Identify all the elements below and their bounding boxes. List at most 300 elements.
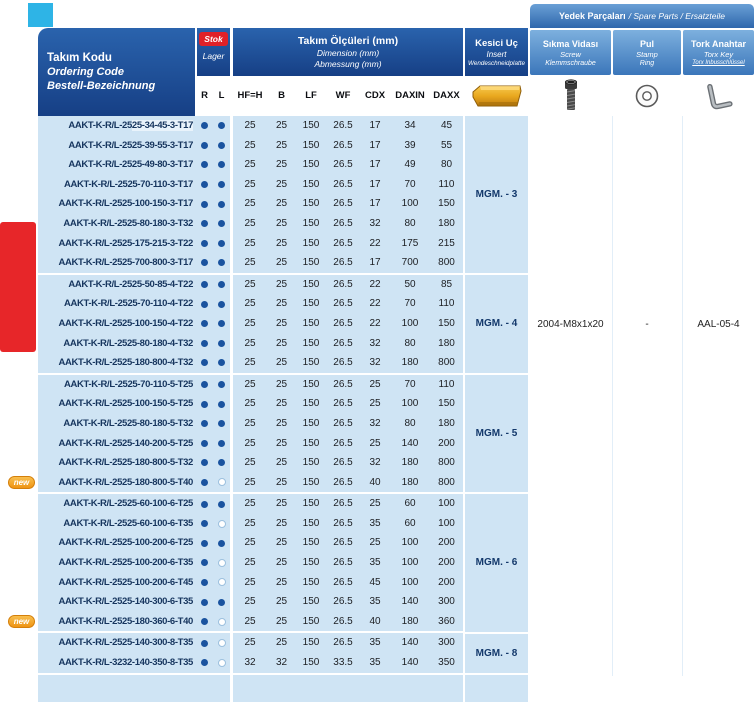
stock-r-dot-filled bbox=[201, 559, 208, 566]
stock-l-dot-cell bbox=[213, 553, 230, 573]
stock-l-dot-filled bbox=[218, 599, 225, 606]
dimension-value: 25 bbox=[267, 275, 296, 295]
dimension-value: 25 bbox=[233, 494, 267, 514]
dimension-value: 150 bbox=[296, 612, 326, 632]
stock-r-dot-cell bbox=[196, 473, 213, 493]
ordering-code: AAKT-K-R/L-2525-140-300-8-T35 bbox=[38, 633, 196, 653]
dimension-value: 140 bbox=[390, 633, 430, 653]
insert-type-label: MGM. - 6 bbox=[465, 494, 528, 631]
dimension-value: 150 bbox=[296, 253, 326, 273]
stock-l-dot-cell bbox=[213, 453, 230, 473]
dimension-value: 26.5 bbox=[326, 473, 360, 493]
dimension-value: 25 bbox=[267, 553, 296, 573]
dimension-value: 25 bbox=[267, 592, 296, 612]
dimension-value: 35 bbox=[360, 653, 390, 673]
stock-l-dot-cell bbox=[213, 592, 230, 612]
stock-l-dot-empty bbox=[218, 578, 226, 586]
ordering-code-title-en: Ordering Code bbox=[47, 66, 125, 78]
dimension-value: 180 bbox=[430, 334, 463, 354]
stock-l-dot-filled bbox=[218, 540, 225, 547]
dimension-value: 26.5 bbox=[326, 375, 360, 395]
stock-r-dot-cell bbox=[196, 275, 213, 295]
dimension-value: 150 bbox=[296, 653, 326, 673]
product-group bbox=[13, 494, 463, 631]
dimension-value: 350 bbox=[430, 653, 463, 673]
ordering-code: AAKT-K-R/L-2525-180-800-5-T32 bbox=[38, 453, 196, 473]
dimension-value: 26.5 bbox=[326, 612, 360, 632]
dimension-value: 100 bbox=[430, 494, 463, 514]
dimension-value: 25 bbox=[233, 434, 267, 454]
screw-icon-cell bbox=[530, 76, 611, 116]
product-row bbox=[38, 375, 463, 395]
dimension-value: 25 bbox=[233, 473, 267, 493]
dimension-value: 25 bbox=[267, 234, 296, 254]
dimension-value: 150 bbox=[296, 592, 326, 612]
product-group bbox=[38, 633, 463, 672]
section-index-tab bbox=[0, 222, 36, 352]
col-label-cdx: CDX bbox=[364, 90, 386, 101]
stock-r-dot-cell bbox=[196, 116, 213, 136]
product-row bbox=[38, 653, 463, 673]
ordering-code: AAKT-K-R/L-3232-140-350-8-T35 bbox=[38, 653, 196, 673]
dimension-value: 180 bbox=[390, 612, 430, 632]
ordering-code: AAKT-K-R/L-2525-180-360-6-T40 bbox=[38, 612, 196, 632]
footer-strip bbox=[38, 675, 230, 702]
dimension-value: 25 bbox=[233, 116, 267, 136]
dimension-value: 150 bbox=[296, 234, 326, 254]
dimension-value: 26.5 bbox=[326, 573, 360, 593]
dimension-value: 25 bbox=[233, 375, 267, 395]
dimension-value: 70 bbox=[390, 175, 430, 195]
dimension-value: 26.5 bbox=[326, 253, 360, 273]
stock-l-dot-cell bbox=[213, 155, 230, 175]
product-row bbox=[38, 275, 463, 295]
stock-r-dot-cell bbox=[196, 253, 213, 273]
dimension-value: 25 bbox=[233, 175, 267, 195]
dimension-value: 49 bbox=[390, 155, 430, 175]
dimension-value: 110 bbox=[430, 375, 463, 395]
stock-l-dot-filled bbox=[218, 420, 225, 427]
stock-r-dot-filled bbox=[201, 281, 208, 288]
dimension-value: 32 bbox=[360, 453, 390, 473]
stock-l-dot-empty bbox=[218, 520, 226, 528]
dimension-value: 200 bbox=[430, 573, 463, 593]
ordering-code: AAKT-K-R/L-2525-180-800-4-T32 bbox=[38, 353, 196, 373]
dimension-value: 35 bbox=[360, 514, 390, 534]
dimension-value: 25 bbox=[267, 194, 296, 214]
ordering-code: AAKT-K-R/L-2525-140-200-5-T25 bbox=[38, 434, 196, 454]
dimension-value: 110 bbox=[430, 175, 463, 195]
grooving-insert-icon bbox=[470, 83, 524, 109]
stock-l-dot-filled bbox=[218, 401, 225, 408]
col-label-daxin: DAXIN bbox=[395, 90, 425, 101]
dimension-value: 26.5 bbox=[326, 155, 360, 175]
dimension-value: 25 bbox=[267, 394, 296, 414]
ordering-code-header bbox=[38, 28, 195, 116]
stock-l-dot-cell bbox=[213, 394, 230, 414]
washer-icon-cell bbox=[613, 76, 681, 116]
stock-r-dot-filled bbox=[201, 579, 208, 586]
dimension-value: 25 bbox=[360, 394, 390, 414]
dimension-value: 25 bbox=[267, 175, 296, 195]
stock-l-dot-empty bbox=[218, 559, 226, 567]
ordering-code: AAKT-K-R/L-2525-100-150-5-T25 bbox=[38, 394, 196, 414]
ordering-code: AAKT-K-R/L-2525-49-80-3-T17 bbox=[38, 155, 196, 175]
dimension-value: 100 bbox=[390, 194, 430, 214]
washer-icon bbox=[634, 83, 660, 109]
dimension-value: 25 bbox=[360, 375, 390, 395]
stock-l-dot-empty bbox=[218, 639, 226, 647]
torx-key-icon-cell bbox=[683, 76, 754, 116]
dimension-value: 150 bbox=[296, 473, 326, 493]
stock-r-dot-filled bbox=[201, 201, 208, 208]
product-row bbox=[38, 633, 463, 653]
dimension-value: 26.5 bbox=[326, 633, 360, 653]
dimension-value: 140 bbox=[390, 592, 430, 612]
dimension-value: 150 bbox=[430, 314, 463, 334]
stock-l-dot-filled bbox=[218, 359, 225, 366]
ordering-code: AAKT-K-R/L-2525-50-85-4-T22 bbox=[38, 275, 196, 295]
stock-r-dot-cell bbox=[196, 633, 213, 653]
dimension-value: 180 bbox=[390, 473, 430, 493]
stock-l-dot-cell bbox=[213, 353, 230, 373]
stock-l-dot-cell bbox=[213, 314, 230, 334]
stock-l-dot-filled bbox=[218, 161, 225, 168]
col-label-b: B bbox=[278, 90, 285, 101]
product-row bbox=[38, 434, 463, 454]
dimension-value: 70 bbox=[390, 294, 430, 314]
dimension-value: 150 bbox=[296, 553, 326, 573]
dimension-value: 25 bbox=[233, 514, 267, 534]
dimension-value: 100 bbox=[430, 514, 463, 534]
dimension-value: 150 bbox=[296, 434, 326, 454]
dimension-value: 300 bbox=[430, 592, 463, 612]
stock-r-dot-cell bbox=[196, 375, 213, 395]
stock-l-dot-filled bbox=[218, 220, 225, 227]
stock-r-dot-cell bbox=[196, 175, 213, 195]
product-row bbox=[38, 234, 463, 254]
dimension-value: 150 bbox=[296, 394, 326, 414]
dimension-value: 80 bbox=[390, 334, 430, 354]
stock-r-dot-filled bbox=[201, 659, 208, 666]
stock-header bbox=[197, 28, 230, 76]
washer-label-de: Ring bbox=[639, 59, 655, 67]
dimension-value: 26.5 bbox=[326, 394, 360, 414]
dimensions-title-tr: Takım Ölçüleri (mm) bbox=[297, 35, 399, 47]
stock-r-dot-filled bbox=[201, 301, 208, 308]
dimension-value: 25 bbox=[233, 633, 267, 653]
screw-icon bbox=[562, 78, 580, 114]
dimension-value: 25 bbox=[233, 612, 267, 632]
stock-l-dot-filled bbox=[218, 501, 225, 508]
stock-l-dot-filled bbox=[218, 340, 225, 347]
dimension-value: 25 bbox=[360, 434, 390, 454]
dimension-value: 35 bbox=[360, 553, 390, 573]
dimension-value: 150 bbox=[296, 334, 326, 354]
stock-r-dot-filled bbox=[201, 479, 208, 486]
washer-label-en: Stamp bbox=[636, 49, 658, 59]
stock-r-dot-filled bbox=[201, 259, 208, 266]
dimension-value: 25 bbox=[233, 136, 267, 156]
stock-r-dot-cell bbox=[196, 553, 213, 573]
screw-label-en: Screw bbox=[560, 49, 581, 59]
stock-r-dot-cell bbox=[196, 155, 213, 175]
screw-column-header bbox=[530, 30, 611, 75]
dimension-value: 150 bbox=[296, 533, 326, 553]
ordering-code: AAKT-K-R/L-2525-70-110-5-T25 bbox=[38, 375, 196, 395]
dimension-value: 150 bbox=[296, 514, 326, 534]
dimension-value: 17 bbox=[360, 194, 390, 214]
dimension-value: 150 bbox=[296, 375, 326, 395]
dimension-value: 17 bbox=[360, 155, 390, 175]
stock-r-dot-cell bbox=[196, 314, 213, 334]
spare-parts-title-tr: Yedek Parçaları bbox=[559, 11, 626, 21]
stock-r-dot-cell bbox=[196, 514, 213, 534]
dimensions-title-de: Abmessung (mm) bbox=[314, 59, 382, 69]
insert-type-label: MGM. - 8 bbox=[465, 634, 528, 673]
product-row bbox=[38, 194, 463, 214]
dimension-value: 25 bbox=[267, 214, 296, 234]
new-badge: new bbox=[8, 476, 35, 489]
dimension-value: 60 bbox=[390, 494, 430, 514]
dimension-value: 180 bbox=[430, 214, 463, 234]
dimension-value: 25 bbox=[267, 314, 296, 334]
dimension-value: 800 bbox=[430, 253, 463, 273]
screw-part-number: 2004-M8x1x20 bbox=[537, 319, 604, 330]
torx-label-en: Torx Key bbox=[703, 50, 734, 59]
torx-l-key-icon bbox=[702, 78, 736, 113]
dimension-value: 39 bbox=[390, 136, 430, 156]
ordering-code: AAKT-K-R/L-2525-70-110-3-T17 bbox=[38, 175, 196, 195]
stock-r-dot-cell bbox=[196, 334, 213, 354]
product-row bbox=[38, 155, 463, 175]
dimension-value: 25 bbox=[233, 353, 267, 373]
dimension-value: 150 bbox=[296, 353, 326, 373]
product-row bbox=[38, 334, 463, 354]
dimension-value: 25 bbox=[233, 553, 267, 573]
dimension-value: 25 bbox=[233, 334, 267, 354]
dimension-value: 25 bbox=[233, 453, 267, 473]
dimension-value: 25 bbox=[267, 633, 296, 653]
dimension-value: 150 bbox=[296, 275, 326, 295]
dimension-value: 25 bbox=[267, 136, 296, 156]
dimension-value: 40 bbox=[360, 473, 390, 493]
ordering-code-title-tr: Takım Kodu bbox=[47, 52, 112, 64]
dimension-value: 25 bbox=[267, 434, 296, 454]
product-row bbox=[38, 294, 463, 314]
insert-type-column bbox=[465, 116, 528, 704]
dimension-value: 22 bbox=[360, 275, 390, 295]
washer-column-header bbox=[613, 30, 681, 75]
dimension-value: 50 bbox=[390, 275, 430, 295]
stock-r-dot-cell bbox=[196, 434, 213, 454]
torx-column-header bbox=[683, 30, 754, 75]
stock-l-dot-cell bbox=[213, 253, 230, 273]
stock-r-dot-filled bbox=[201, 459, 208, 466]
dimension-value: 25 bbox=[267, 494, 296, 514]
dimension-value: 700 bbox=[390, 253, 430, 273]
product-row bbox=[38, 353, 463, 373]
col-label-lf: LF bbox=[305, 90, 317, 101]
dimension-value: 17 bbox=[360, 253, 390, 273]
dimension-value: 26.5 bbox=[326, 234, 360, 254]
product-row bbox=[38, 394, 463, 414]
stock-l-dot-cell bbox=[213, 234, 230, 254]
stock-l-dot-cell bbox=[213, 275, 230, 295]
dimension-value: 32 bbox=[360, 214, 390, 234]
dimension-value: 100 bbox=[390, 314, 430, 334]
dimension-value: 150 bbox=[296, 633, 326, 653]
ordering-code: AAKT-K-R/L-2525-34-45-3-T17 bbox=[38, 116, 196, 136]
dimension-value: 25 bbox=[233, 294, 267, 314]
product-row bbox=[38, 175, 463, 195]
product-row bbox=[38, 314, 463, 334]
dimension-value: 100 bbox=[390, 394, 430, 414]
dimensions-header bbox=[233, 28, 463, 76]
stock-l-dot-cell bbox=[213, 514, 230, 534]
dimension-value: 26.5 bbox=[326, 533, 360, 553]
dimension-value: 25 bbox=[267, 573, 296, 593]
dimension-value: 150 bbox=[296, 573, 326, 593]
dimension-value: 180 bbox=[430, 414, 463, 434]
stock-l-dot-cell bbox=[213, 573, 230, 593]
col-label-r: R bbox=[201, 90, 208, 101]
stock-r-dot-filled bbox=[201, 340, 208, 347]
stock-l-dot-filled bbox=[218, 201, 225, 208]
dimension-value: 25 bbox=[267, 155, 296, 175]
dimension-value: 150 bbox=[430, 194, 463, 214]
stock-l-dot-cell bbox=[213, 175, 230, 195]
dimension-value: 35 bbox=[360, 592, 390, 612]
dimension-value: 150 bbox=[296, 175, 326, 195]
col-label-wf: WF bbox=[335, 90, 351, 101]
stock-r-dot-cell bbox=[196, 136, 213, 156]
ordering-code: AAKT-K-R/L-2525-80-180-4-T32 bbox=[38, 334, 196, 354]
insert-title-en: Insert bbox=[486, 49, 507, 59]
insert-type-label: MGM. - 4 bbox=[465, 275, 528, 373]
stock-r-dot-filled bbox=[201, 320, 208, 327]
dimension-value: 26.5 bbox=[326, 494, 360, 514]
dimension-value: 32 bbox=[233, 653, 267, 673]
ordering-code: AAKT-K-R/L-2525-80-180-3-T32 bbox=[38, 214, 196, 234]
ordering-code: AAKT-K-R/L-2525-180-800-5-T40 bbox=[38, 473, 196, 493]
product-row bbox=[38, 253, 463, 273]
stock-r-dot-filled bbox=[201, 220, 208, 227]
stock-r-dot-filled bbox=[201, 142, 208, 149]
stock-r-dot-filled bbox=[201, 520, 208, 527]
screw-label-tr: Sıkma Vidası bbox=[542, 38, 599, 49]
dimension-value: 100 bbox=[390, 573, 430, 593]
stock-l-dot-filled bbox=[218, 142, 225, 149]
product-row bbox=[13, 612, 463, 632]
dimension-value: 25 bbox=[233, 533, 267, 553]
dimension-value: 33.5 bbox=[326, 653, 360, 673]
ordering-code: AAKT-K-R/L-2525-140-300-6-T35 bbox=[38, 592, 196, 612]
dimension-value: 25 bbox=[267, 253, 296, 273]
stock-r-dot-filled bbox=[201, 618, 208, 625]
dimension-value: 17 bbox=[360, 175, 390, 195]
stock-r-dot-cell bbox=[196, 494, 213, 514]
dimension-value: 32 bbox=[360, 414, 390, 434]
dimension-value: 25 bbox=[267, 375, 296, 395]
ordering-code: AAKT-K-R/L-2525-100-200-6-T45 bbox=[38, 573, 196, 593]
dimension-value: 25 bbox=[267, 334, 296, 354]
insert-header bbox=[465, 28, 528, 76]
dimension-value: 35 bbox=[360, 633, 390, 653]
product-group bbox=[38, 116, 463, 273]
product-row bbox=[38, 514, 463, 534]
stock-r-dot-filled bbox=[201, 440, 208, 447]
stock-r-dot-filled bbox=[201, 420, 208, 427]
stock-r-dot-filled bbox=[201, 599, 208, 606]
stock-l-dot-filled bbox=[218, 459, 225, 466]
footer-strip bbox=[465, 675, 528, 702]
stock-label-de: Lager bbox=[202, 51, 225, 61]
insert-image-cell bbox=[465, 76, 528, 116]
ordering-code-title-de: Bestell-Bezeichnung bbox=[47, 80, 156, 92]
stock-l-dot-empty bbox=[218, 659, 226, 667]
stock-l-dot-cell bbox=[213, 136, 230, 156]
stock-l-dot-filled bbox=[218, 181, 225, 188]
dimension-value: 40 bbox=[360, 612, 390, 632]
stock-r-dot-cell bbox=[196, 453, 213, 473]
stock-r-dot-cell bbox=[196, 592, 213, 612]
dimension-value: 200 bbox=[430, 434, 463, 454]
dimension-value: 80 bbox=[390, 214, 430, 234]
stock-l-dot-filled bbox=[218, 122, 225, 129]
dimension-value: 34 bbox=[390, 116, 430, 136]
dimension-value: 150 bbox=[296, 214, 326, 234]
dimension-value: 200 bbox=[430, 553, 463, 573]
dimension-value: 25 bbox=[233, 155, 267, 175]
ordering-code: AAKT-K-R/L-2525-60-100-6-T35 bbox=[38, 514, 196, 534]
product-row bbox=[38, 592, 463, 612]
dimension-value: 800 bbox=[430, 453, 463, 473]
dimension-value: 26.5 bbox=[326, 453, 360, 473]
dimension-value: 25 bbox=[233, 253, 267, 273]
dimension-value: 26.5 bbox=[326, 314, 360, 334]
stock-r-dot-cell bbox=[196, 612, 213, 632]
dimension-value: 26.5 bbox=[326, 353, 360, 373]
torx-label-tr: Tork Anahtar bbox=[690, 39, 746, 49]
stock-r-dot-cell bbox=[196, 533, 213, 553]
spare-parts-subheaders bbox=[530, 30, 754, 75]
stock-r-dot-cell bbox=[196, 394, 213, 414]
dimension-value: 26.5 bbox=[326, 334, 360, 354]
stock-l-dot-filled bbox=[218, 440, 225, 447]
stock-r-dot-cell bbox=[196, 214, 213, 234]
dimension-value: 215 bbox=[430, 234, 463, 254]
stock-l-dot-cell bbox=[213, 633, 230, 653]
insert-title-de: Wendeschneidplatte bbox=[468, 59, 525, 67]
dimension-value: 180 bbox=[390, 353, 430, 373]
dimension-value: 100 bbox=[390, 553, 430, 573]
screw-label-de: Klemmschraube bbox=[545, 59, 596, 67]
dimension-value: 17 bbox=[360, 116, 390, 136]
ordering-code: AAKT-K-R/L-2525-80-180-5-T32 bbox=[38, 414, 196, 434]
stock-r-dot-filled bbox=[201, 540, 208, 547]
dimension-value: 150 bbox=[296, 136, 326, 156]
product-row bbox=[38, 453, 463, 473]
dimension-value: 32 bbox=[360, 334, 390, 354]
stock-l-dot-cell bbox=[213, 194, 230, 214]
washer-part-number: - bbox=[645, 319, 649, 330]
stock-l-dot-cell bbox=[213, 334, 230, 354]
dimension-value: 26.5 bbox=[326, 294, 360, 314]
dimension-value: 25 bbox=[267, 473, 296, 493]
dimension-value: 100 bbox=[390, 533, 430, 553]
dimension-value: 25 bbox=[233, 573, 267, 593]
